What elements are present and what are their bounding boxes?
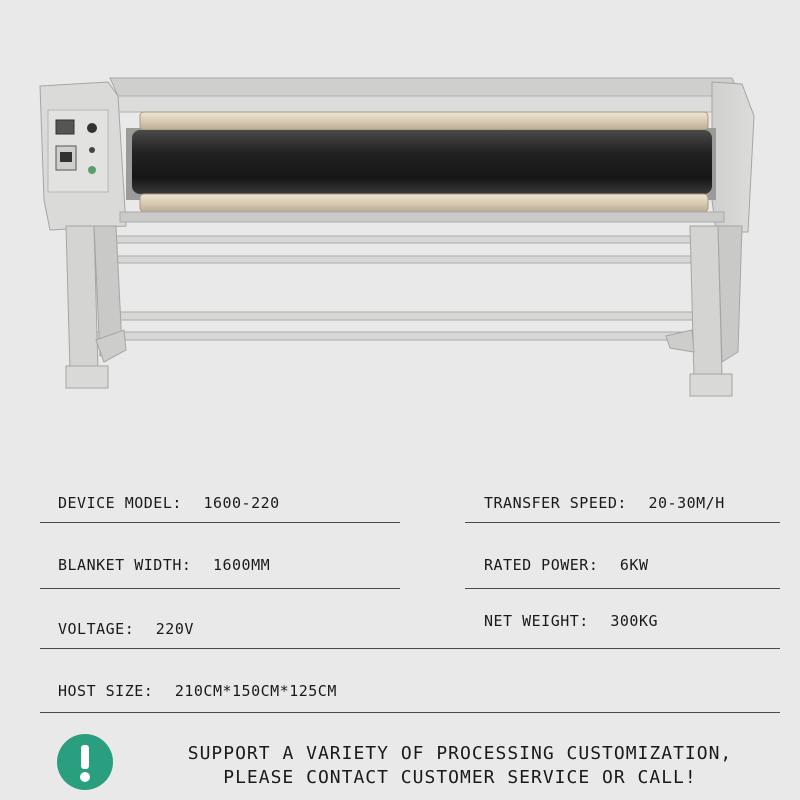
notice-line-2: PLEASE CONTACT CUSTOMER SERVICE OR CALL! [223, 767, 697, 788]
spec-value: 1600MM [212, 556, 271, 574]
power-indicator-icon [88, 166, 96, 174]
spec-value: 20-30M/H [648, 494, 725, 512]
spec-label: BLANKET WIDTH: [58, 556, 192, 574]
divider [40, 648, 780, 649]
divider [40, 712, 780, 713]
net-weight-spec [484, 612, 658, 630]
support-bar [100, 236, 720, 243]
spec-row [0, 532, 800, 592]
spec-label: DEVICE MODEL: [58, 494, 182, 512]
left-foot [66, 366, 108, 388]
temperature-display [56, 120, 74, 134]
support-bar [86, 256, 708, 263]
customization-notice [0, 730, 800, 800]
spec-value: 210CM*150CM*125CM [174, 682, 337, 700]
device-model-spec [58, 494, 280, 512]
spec-label: VOLTAGE: [58, 620, 135, 638]
right-housing [712, 82, 754, 232]
spec-row [0, 658, 800, 718]
divider [465, 522, 780, 523]
support-bar [108, 312, 708, 320]
spec-label: TRANSFER SPEED: [484, 494, 627, 512]
spec-value: 6KW [619, 556, 649, 574]
divider [465, 588, 780, 589]
right-foot [690, 374, 732, 396]
host-size-spec [58, 682, 337, 700]
rated-power-spec [484, 556, 649, 574]
spec-value: 220V [155, 620, 194, 638]
right-leg [690, 226, 722, 376]
upper-paper-roll [140, 112, 708, 130]
transfer-speed-spec [484, 494, 725, 512]
notice-text [140, 742, 780, 790]
lower-paper-roll [140, 194, 708, 212]
spec-value: 300KG [610, 612, 659, 630]
exclamation-icon [57, 734, 113, 790]
blanket-width-spec [58, 556, 270, 574]
spec-label: HOST SIZE: [58, 682, 154, 700]
voltage-spec [58, 620, 194, 638]
divider [40, 588, 400, 589]
spec-label: RATED POWER: [484, 556, 599, 574]
spec-row [0, 592, 800, 652]
spec-row [0, 470, 800, 530]
spec-label: NET WEIGHT: [484, 612, 589, 630]
left-leg [66, 226, 98, 370]
knob-icon [87, 123, 97, 133]
heating-drum [132, 130, 712, 194]
top-cover [110, 78, 740, 96]
spec-value: 1600-220 [203, 494, 280, 512]
top-beam [118, 96, 718, 112]
notice-line-1: SUPPORT A VARIETY OF PROCESSING CUSTOMIZATION, [187, 743, 733, 764]
support-bar [96, 332, 696, 340]
divider [40, 522, 400, 523]
